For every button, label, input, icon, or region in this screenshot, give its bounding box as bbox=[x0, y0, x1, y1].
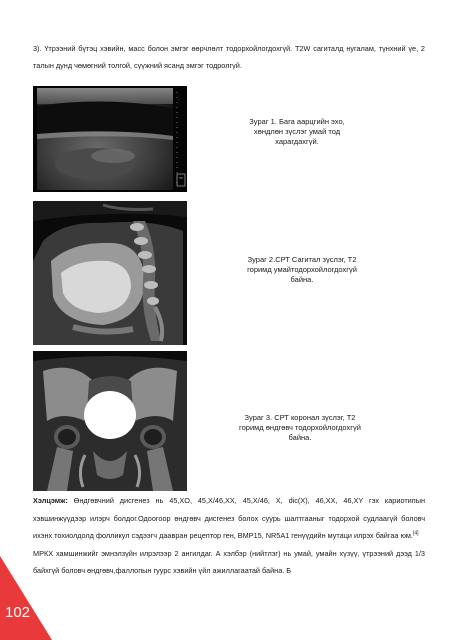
page-corner-tab bbox=[0, 556, 52, 640]
discussion-text-2: МРКХ хамшинжийг эмнэлзүйн илрэлээр 2 ангилдаг. А хэлбэр (нийтлэг) нь умай, умайн хүзүү, үтрээний дээд 1/3 байхгүй боловч өндгөвч,фаллопын гуурс хэвийн үйл ажиллагаатай байна. Б bbox=[33, 548, 425, 575]
figure-2-caption: Зураг 2.СРТ Сагитал зүслэг, Т2 горимд умайтодорхойлогдохгүй байна. bbox=[247, 255, 357, 284]
sagittal-mri-image bbox=[33, 201, 187, 345]
ultrasound-image bbox=[33, 86, 187, 192]
figure-1-caption: Зураг 1. Бага аарцгийн эхо, хөндлөн зүслэг умай тод харагдахгүй. bbox=[249, 117, 345, 146]
discussion-text-1: Өндгөвчний дисгенез нь 45,XO, 45,X/46,XX, 45,X/46, X, dic(X), 46,XX, 46,XY гэх кариотипын хэвшинжүүдээр илэрч болдог.Одоогоор өндгөвч дисгенез болох суурь шалтгааныг тодорхой судлаагүй боловч ихэнх тохиолдолд фолликул сэдээгч даавран рецептор ген, BMP15, NR5A1 генүүдийн мутаци илрэх байгаа юм. bbox=[33, 496, 425, 540]
page-number: 102 bbox=[5, 604, 31, 621]
discussion-paragraph bbox=[33, 492, 425, 580]
intro-paragraph: 3). Үтрээний бүтэц хэвийн, масс болон эмгэг өөрчлөлт тодорхойлогдохгүй. T2W сагиталд нугалам, түнхний үе, 2 талын дунд чөмөгний толгой, сүүжний ясанд эмгэг тодролгүй. bbox=[33, 44, 425, 70]
figure-3-caption: Зураг 3. СРТ коронал зүслэг, Т2 горимд өндгөвч тодорхойлогдохгүй байна. bbox=[239, 413, 361, 442]
discussion-label: Хэлцэмж: bbox=[33, 496, 68, 505]
coronal-mri-image bbox=[33, 351, 187, 491]
svg-text:-: - bbox=[178, 96, 180, 101]
reference-marker: [4] bbox=[412, 530, 419, 537]
